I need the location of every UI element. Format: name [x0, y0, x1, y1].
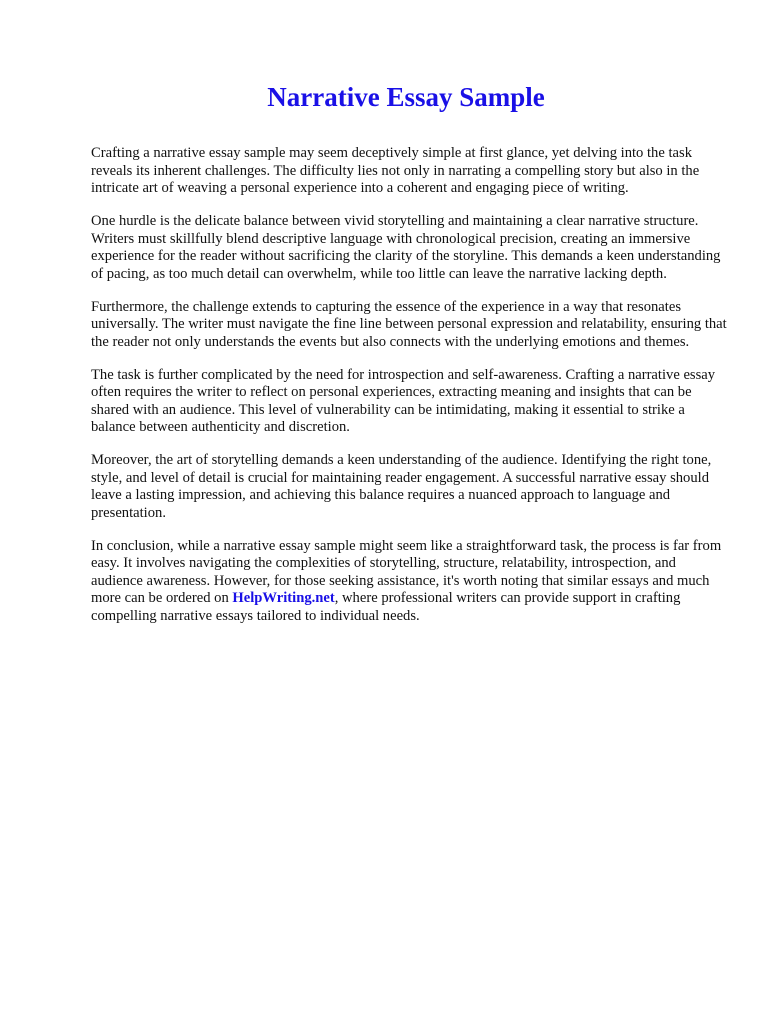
paragraph-3: Furthermore, the challenge extends to capturing the essence of the experience in a way that resonates universally. The writer must navigate the fine line between personal expression and relatability, ensuring that the reader not only understands the events but also connects with the underlying emotions and themes.: [91, 298, 727, 350]
paragraph-4: The task is further complicated by the need for introspection and self-awareness. Crafting a narrative essay often requires the writer to reflect on personal experiences, extracting meaning and insights that can be shared with an audience. This level of vulnerability can be intimidating, making it essential to strike a balance between authenticity and discretion.: [91, 366, 716, 435]
conclusion-text-after-link: , where professional writers can provide support in crafting compelling narrative essays tailored to individual needs.: [91, 590, 681, 624]
conclusion-text-before-link: In conclusion, while a narrative essay sample might seem like a straightforward task, the process is far from easy. It involves navigating the complexities of storytelling, structure, relatability, introspection, and audience awareness. However, for those seeking assistance, it's worth noting that similar essays and much more can be ordered on: [91, 537, 722, 606]
paragraph-conclusion: [91, 538, 727, 626]
page-title: Narrative Essay Sample: [267, 82, 545, 112]
paragraph-5: Moreover, the art of storytelling demands a keen understanding of the audience. Identifying the right tone, style, and level of detail is crucial for maintaining reader engagement. A successful narrative essay should leave a lasting impression, and achieving this balance requires a nuanced approach to language and presentation.: [91, 452, 712, 521]
paragraph-1: Crafting a narrative essay sample may seem deceptively simple at first glance, yet delving into the task reveals its inherent challenges. The difficulty lies not only in narrating a compelling story but also in the intricate art of weaving a personal experience into a coherent and engaging piece of writing.: [91, 145, 700, 196]
essay-body: [91, 145, 727, 641]
helpwriting-link[interactable]: HelpWriting.net: [232, 590, 335, 606]
paragraph-2: One hurdle is the delicate balance between vivid storytelling and maintaining a clear narrative structure. Writers must skillfully blend descriptive language with chronological precision, creating an immersive experience for the reader without sacrificing the clarity of the storyline. This demands a keen understanding of pacing, as too much detail can overwhelm, while too little can leave the narrative lacking depth.: [91, 213, 721, 282]
